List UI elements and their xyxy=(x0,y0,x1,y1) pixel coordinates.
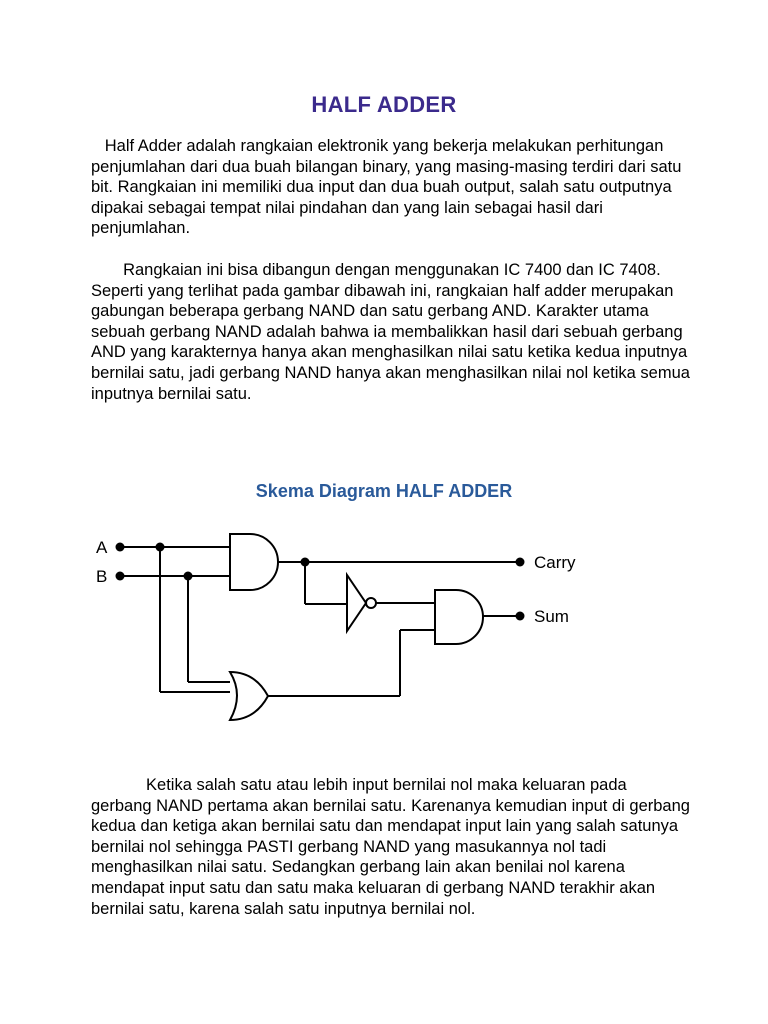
label-sum: Sum xyxy=(534,607,569,626)
and-gate-sum xyxy=(435,590,483,644)
page-title: HALF ADDER xyxy=(311,92,457,117)
junction-b xyxy=(184,572,193,581)
paragraph-ic-text: Rangkaian ini bisa dibangun dengan menggunakan IC 7400 dan IC 7408. Seperti yang terlihat pada gambar dibawah ini, rangkaian half adder merupakan gabungan beberapa gerbang NAND dan satu gerbang AND. Karakter utama sebuah gerbang NAND adalah bahwa ia membalikkan hasil dari sebuah gerbang AND yang karakternya hanya akan menghasilkan nilai satu ketika kedua inputnya bernilai satu, jadi gerbang NAND hanya akan menghasilkan nilai nol ketika semua inputnya bernilai satu. xyxy=(91,261,690,403)
or-gate xyxy=(230,672,268,720)
terminal-b xyxy=(116,572,125,581)
label-b: B xyxy=(96,567,108,586)
and-gate-top xyxy=(230,534,278,590)
junction-a xyxy=(156,543,165,552)
paragraph-explanation-text: Ketika salah satu atau lebih input bernilai nol maka keluaran pada gerbang NAND pertama akan bernilai satu. Karenanya kemudian input di gerbang kedua dan ketiga akan bernilai satu dan mendapat input lain yang salah satunya bernilai nol sehingga PASTI gerbang NAND yang masukannya nol tadi menghasilkan nilai satu. Sedangkan gerbang lain akan benilai nol karena mendapat input satu dan satu maka keluaran di gerbang NAND terakhir akan bernilai satu, karena salah satu inputnya bernilai nol. xyxy=(91,776,690,918)
not-gate xyxy=(347,575,366,631)
terminal-sum xyxy=(516,612,525,621)
label-carry: Carry xyxy=(534,553,576,572)
junction-carry xyxy=(301,558,310,567)
half-adder-schematic xyxy=(90,520,610,735)
paragraph-intro xyxy=(91,136,691,239)
paragraph-intro-text: Half Adder adalah rangkaian elektronik yang bekerja melakukan perhitungan penjumlahan dari dua buah bilangan binary, yang masing-masing terdiri dari satu bit. Rangkaian ini memiliki dua input dan dua buah output, salah satu outputnya dipakai sebagai tempat nilai pindahan dan yang lain sebagai hasil dari penjumlahan. xyxy=(91,137,682,238)
diagram-title: Skema Diagram HALF ADDER xyxy=(255,481,513,501)
terminal-a xyxy=(116,543,125,552)
terminal-carry xyxy=(516,558,525,567)
label-a: A xyxy=(96,538,108,557)
not-bubble xyxy=(366,598,376,608)
paragraph-explanation xyxy=(91,775,691,919)
half-adder-diagram xyxy=(90,520,610,735)
paragraph-ic xyxy=(91,260,691,404)
